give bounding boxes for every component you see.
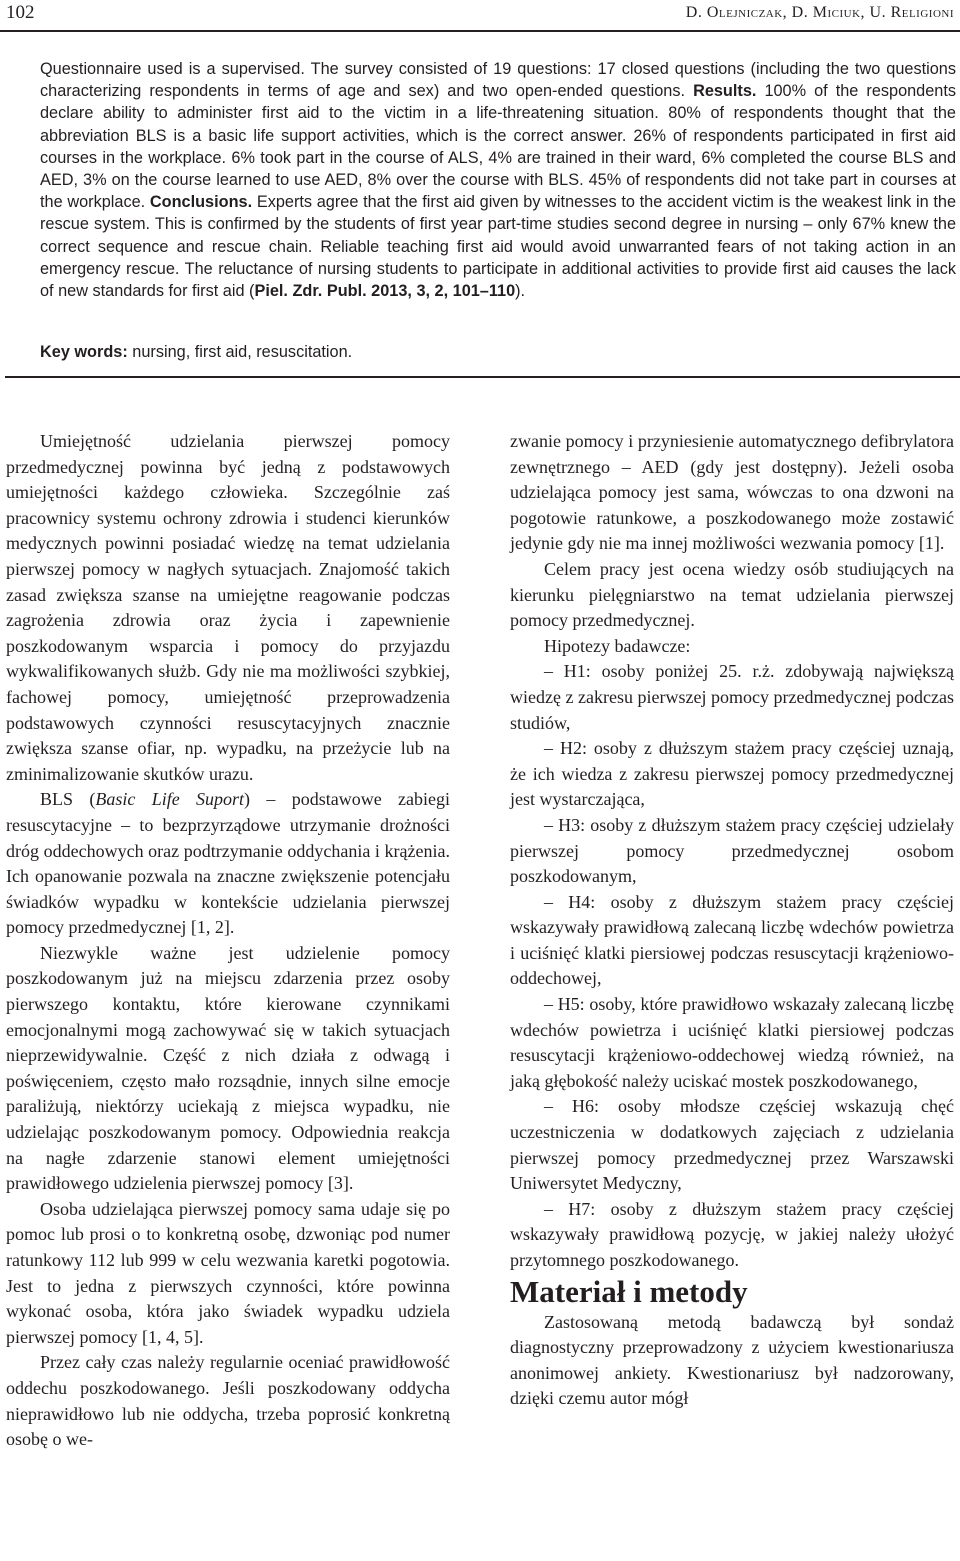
citation: Piel. Zdr. Publ. 2013, 3, 2, 101–110 [254, 282, 516, 301]
bls-italic: Basic Life Suport [95, 789, 245, 810]
paragraph: Umiejętność udzielania pierwszej pomocy przedmedycznej powinna być jedną z podstawowych umiejętności każdego człowieka. Szczególnie zaś pracownicy systemu ochrony zdrowia i studenci kierunków medycznych powinni posiadać wiedzę na temat udzielania pierwszej pomocy w nagłych sytuacjach. Znajomość takich zasad zwiększa szanse na umiejętne reagowanie podczas zagrożenia zdrowia oraz życia i zapewnienie poszkodowanym wsparcia i pomocy do przyjazdu wykwalifikowanych służb. Gdy nie ma możliwości szybkiej, fachowej pomocy, umiejętność przeprowadzenia podstawowych czynności resuscytacyjnych znacznie zwiększa szanse ofiar, np. wypadku, na przeżycie lub na zminimalizowanie skutków urazu. [6, 431, 450, 784]
paragraph: Celem pracy jest ocena wiedzy osób studiujących na kierunku pielęgniarstwo na temat udzielania pierwszej pomocy przedmedycznej. [510, 558, 954, 631]
conclusions-label: Conclusions. [149, 193, 253, 212]
hypothesis-item: – H7: osoby z dłuższym stażem pracy częściej wskazywały prawidłową pozycję, w jakiej należy ułożyć przytomnego poszkodowanego. [510, 1198, 954, 1270]
hypothesis-item: – H3: osoby z dłuższym stażem pracy częściej udzielały pierwszej pomocy przedmedycznej osobom poszkodowanym, [510, 814, 954, 887]
abstract [40, 58, 956, 302]
section-title: Materiał i metody [510, 1273, 748, 1309]
abstract-rule [5, 376, 960, 378]
paragraph: Osoba udzielająca pierwszej pomocy sama udaje się po pomoc lub prosi o to konkretną osobę, dzwoniąc pod numer ratunkowy 112 lub 999 w celu wezwania karetki pogotowia. Jest to jedna z pierwszych czynności, które powinna wykonać osoba, która jako świadek wypadku udziela pierwszej pomocy [1, 4, 5]. [6, 1198, 450, 1347]
hypothesis-item: – H2: osoby z dłuższym stażem pracy częściej uznają, że ich wiedza z zakresu pierwszej pomocy przedmedycznej jest wystarczająca, [510, 738, 954, 810]
page-number: 102 [6, 2, 35, 23]
paragraph: Zastosowaną metodą badawczą był sondaż diagnostyczny przeprowadzony z użyciem kwestionariusza anonimowej ankiety. Kwestionariusz był nadzorowany, dzięki czemu autor mógł [510, 1311, 954, 1409]
header-rule [0, 30, 960, 32]
results-label: Results. [693, 82, 757, 101]
hypothesis-item: – H5: osoby, które prawidłowo wskazały zalecaną liczbę wdechów powietrza i uciśnięć klatki piersiowej podczas resuscytacji krążeniowo-oddechowej wiedzą również, na jaką głębokość należy uciskać mostek poszkodowanego, [510, 994, 954, 1091]
paragraph-bls [6, 787, 450, 941]
hypotheses-heading: Hipotezy badawcze: [544, 635, 691, 656]
running-title: D. Olejniczak, D. Miciuk, U. Religioni [685, 4, 954, 21]
paragraph: zwanie pomocy i przyniesienie automatycznego defibrylatora zewnętrznego – AED (gdy jest dostępny). Jeżeli osoba udzielająca pomocy jest sama, wówczas to ona dzwoni na pogotowie ratunkowe, a poszkodowanego może zostawić jedynie gdy nie ma innej możliwości wezwania pomocy [1]. [510, 431, 954, 554]
paragraph: Niezwykle ważne jest udzielenie pomocy poszkodowanym już na miejscu zdarzenia przez osoby pierwszego kontaktu, które kierowane czynnikami emocjonalnymi mogą zachowywać się w takich sytuacjach nieprzewidywalnie. Część z nich działa z odwagą i poświęceniem, często mało rozsądnie, innych silne emocje paraliżują, niektórzy uciekają z miejsca wypadku, nie udzielając poszkodowanym pomocy. Odpowiednia reakcja na nagłe zdarzenie stanowi element umiejętności prawidłowego udzielenia pierwszej pomocy [3]. [6, 942, 450, 1194]
abstract-body [40, 58, 956, 302]
keywords-text: nursing, first aid, resuscitation. [127, 343, 353, 361]
conclusions-text: Experts agree that the first aid given by witnesses to the accident victim is the weakest link in the rescue system. This is confirmed by the students of first year part-time studies second degree in nursing – only 67% knew the correct sequence and rescue chain. Reliable teaching first aid would avoid unwarranted fears of not taking action in an emergency rescue. The reluctance of nursing students to participate in additional activities to provide first aid causes the lack of new standards for first aid ( [40, 193, 957, 301]
bls-rest: ) – podstawowe zabiegi resuscytacyjne – to bezprzyrządowe utrzymanie drożności dróg oddechowych oraz podtrzymanie oddychania i krążenia. Ich opanowanie pozwala na znaczne zwiększenie potencjału świadków wypadku w kontekście udzielania pierwszej pomocy przedmedycznej [1, 2]. [6, 789, 451, 938]
hypothesis-item: – H1: osoby poniżej 25. r.ż. zdobywają największą wiedzę z zakresu pierwszej pomocy przedmedycznej podczas studiów, [510, 661, 954, 733]
hypothesis-item: – H6: osoby młodsze częściej wskazują chęć uczestniczenia w dodatkowych zajęciach z udzielania pierwszej pomocy przedmedycznej przez Warszawski Uniwersytet Medyczny, [510, 1096, 954, 1194]
keywords-label: Key words: [40, 343, 128, 361]
hypothesis-item: – H4: osoby z dłuższym stażem pracy częściej wskazywały prawidłową zalecaną liczbę wdechów powietrza i uciśnięć klatki piersiowej podczas resuscytacji krążeniowo-oddechowej, [510, 891, 954, 989]
citation-end: ). [515, 282, 526, 301]
page-header [0, 0, 960, 32]
abstract-intro: Questionnaire used is a supervised. The survey consisted of 19 questions: 17 closed questions (including the two questions characterizing respondents in terms of age and sex) and two open-ended questions. [40, 60, 956, 101]
right-column [510, 429, 954, 1412]
results-text: 100% of the respondents declare ability to administer first aid to the victim in a life-threatening situation. 80% of respondents thought that the abbreviation BLS is a basic life support activities, which is the correct answer. 26% of respondents participated in first aid courses in the workplace. 6% took part in the course of ALS, 4% are trained in their ward, 6% completed the course BLS and AED, 3% on the course learned to use AED, 8% over the course with BLS. 45% of respondents did not take part in courses at the workplace. [40, 82, 957, 212]
paragraph: Przez cały czas należy regularnie oceniać prawidłowość oddechu poszkodowanego. Jeśli poszkodowany oddycha nieprawidłowo lub nie oddycha, trzeba poprosić konkretną osobę o we- [6, 1352, 450, 1450]
bls-start: BLS ( [40, 789, 96, 810]
left-column [6, 429, 450, 1453]
keywords [40, 343, 352, 362]
